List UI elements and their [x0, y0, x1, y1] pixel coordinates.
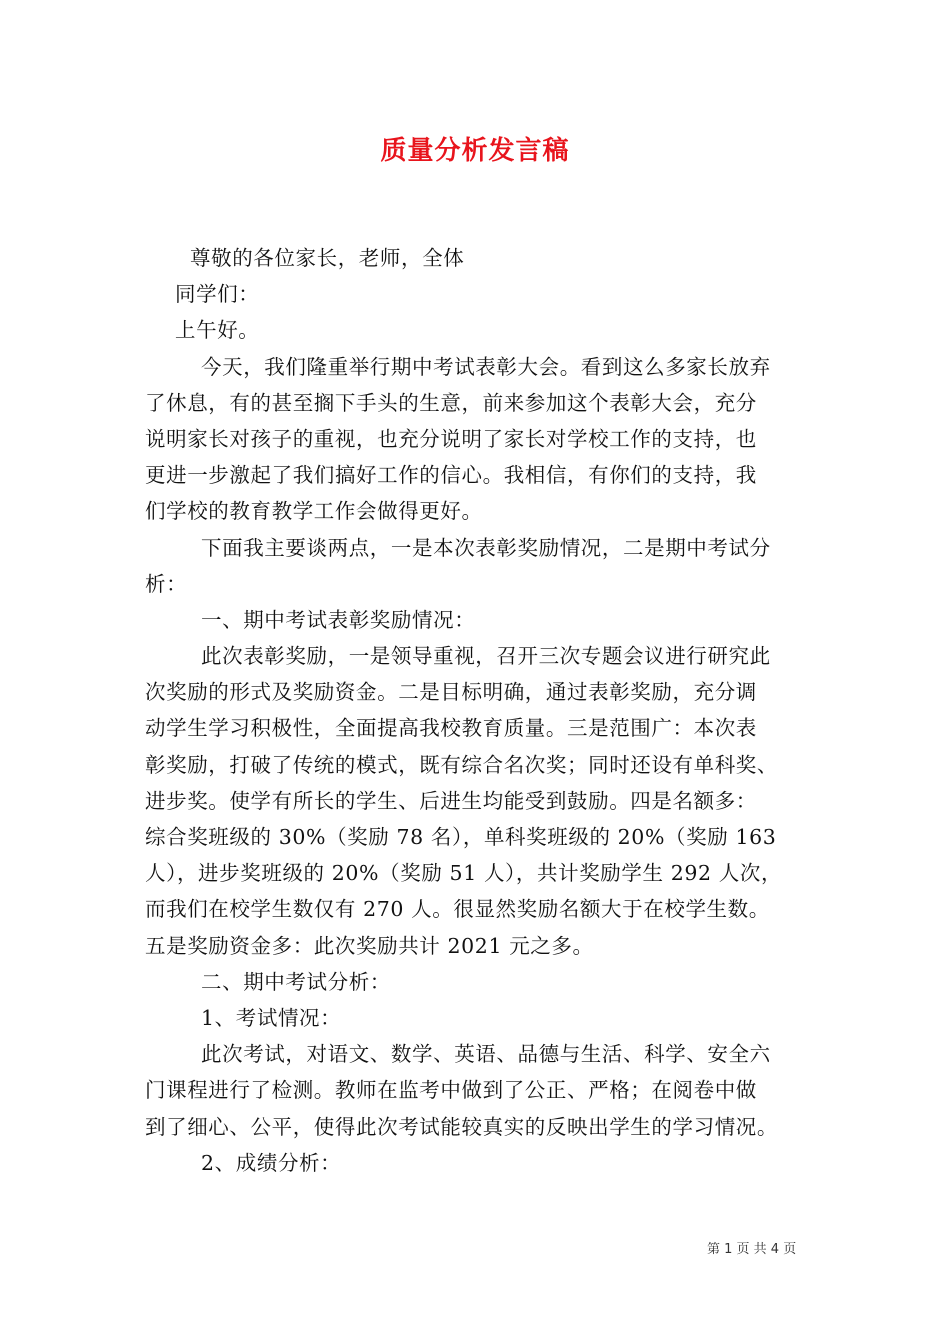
paragraph-line: 此次表彰奖励，一是领导重视，召开三次专题会议进行研究此 [201, 644, 771, 669]
paragraph-line: 动学生学习积极性，全面提高我校教育质量。三是范围广：本次表 [145, 716, 757, 741]
paragraph-line: 析： [145, 571, 188, 596]
section-heading: 一、期中考试表彰奖励情况： [201, 607, 476, 632]
paragraph-line: 五是奖励资金多：此次奖励共计 2021 元之多。 [145, 933, 594, 958]
paragraph-line: 说明家长对孩子的重视，也充分说明了家长对学校工作的支持，也 [145, 426, 757, 451]
paragraph-line: 此次考试，对语文、数学、英语、品德与生活、科学、安全六 [201, 1042, 771, 1067]
paragraph-line: 次奖励的形式及奖励资金。二是目标明确，通过表彰奖励，充分调 [145, 680, 757, 705]
paragraph-line: 门课程进行了检测。教师在监考中做到了公正、严格；在阅卷中做 [145, 1078, 757, 1103]
greeting-line: 同学们： [175, 282, 260, 307]
paragraph-line: 下面我主要谈两点，一是本次表彰奖励情况，二是期中考试分 [201, 535, 771, 560]
paragraph-line: 更进一步激起了我们搞好工作的信心。我相信，有你们的支持，我 [145, 463, 757, 488]
paragraph-line: 综合奖班级的 30%（奖励 78 名），单科奖班级的 20%（奖励 163 [145, 825, 777, 849]
greeting-line: 尊敬的各位家长，老师，全体 [190, 246, 465, 270]
paragraph-line: 进步奖。使学有所长的学生、后进生均能受到鼓励。四是名额多： [145, 788, 757, 813]
paragraph-line: 到了细心、公平，使得此次考试能较真实的反映出学生的学习情况。 [145, 1114, 778, 1139]
subsection-heading: 2、成绩分析： [201, 1150, 342, 1175]
paragraph-line: 们学校的教育教学工作会做得更好。 [145, 499, 483, 524]
subsection-heading: 1、考试情况： [201, 1005, 342, 1030]
document-title: 质量分析发言稿 [380, 136, 570, 166]
paragraph-line: 彰奖励，打破了传统的模式，既有综合名次奖；同时还设有单科奖、 [145, 752, 778, 777]
paragraph-line: 而我们在校学生数仅有 270 人。很显然奖励名额大于在校学生数。 [145, 897, 770, 922]
greeting-line: 上午好。 [175, 318, 260, 343]
paragraph-line: 了休息，有的甚至搁下手头的生意，前来参加这个表彰大会，充分 [145, 390, 757, 415]
document-body [145, 240, 815, 1181]
paragraph-line: 今天，我们隆重举行期中考试表彰大会。看到这么多家长放弃 [201, 354, 771, 379]
page-number-footer: 第 1 页 共 4 页 [707, 1242, 797, 1257]
paragraph-line: 人），进步奖班级的 20%（奖励 51 人），共计奖励学生 292 人次， [145, 861, 783, 886]
section-heading: 二、期中考试分析： [201, 969, 391, 994]
